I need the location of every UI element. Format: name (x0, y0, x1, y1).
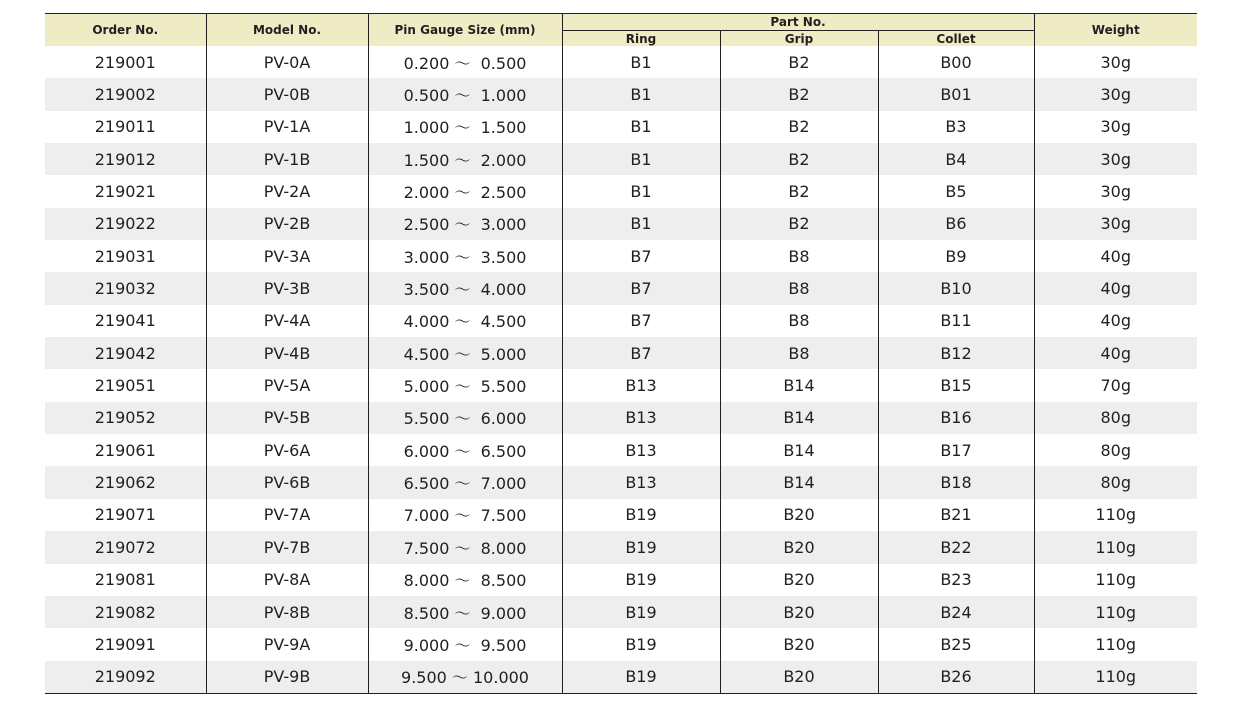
cell-grip: B8 (720, 272, 878, 304)
cell-order-no: 219062 (45, 466, 206, 498)
cell-model-no: PV-1A (206, 111, 368, 143)
cell-pin-gauge-size: 0.500 ～ 1.000 (368, 78, 562, 110)
cell-ring: B7 (562, 240, 720, 272)
table-row (45, 337, 1197, 369)
cell-collet: B23 (878, 564, 1034, 596)
cell-grip: B14 (720, 369, 878, 401)
cell-order-no: 219051 (94, 376, 156, 396)
table-header (45, 14, 1197, 47)
cell-grip: B20 (720, 564, 878, 596)
table-row (45, 369, 1197, 401)
cell-pin-gauge-size: 4.000 ～ 4.500 (368, 305, 562, 337)
cell-collet: B5 (878, 175, 1034, 207)
cell-collet: B3 (878, 111, 1034, 143)
cell-weight: 30g (1034, 175, 1197, 207)
cell-collet: B11 (878, 305, 1034, 337)
cell-grip: B2 (720, 111, 878, 143)
header-part-no: Part No. (562, 14, 1034, 31)
cell-order-no: 219011 (94, 117, 156, 137)
cell-weight: 80g (1034, 434, 1197, 466)
cell-model-no: PV-9B (206, 661, 368, 694)
cell-collet: B21 (878, 499, 1034, 531)
cell-collet: B22 (878, 531, 1034, 563)
cell-pin-gauge-size: 8.000 ～ 8.500 (368, 564, 562, 596)
cell-model-no: PV-5B (206, 402, 368, 434)
cell-weight: 110g (1034, 499, 1197, 531)
cell-ring: B7 (562, 272, 720, 304)
cell-ring: B19 (562, 531, 720, 563)
cell-weight: 40g (1034, 337, 1197, 369)
cell-grip: B2 (720, 175, 878, 207)
cell-ring: B19 (562, 596, 720, 628)
cell-grip: B14 (720, 402, 878, 434)
cell-ring: B13 (562, 434, 720, 466)
table-row (45, 596, 1197, 628)
cell-model-no: PV-4A (206, 305, 368, 337)
cell-model-no: PV-0A (206, 46, 368, 78)
cell-ring: B1 (562, 111, 720, 143)
cell-grip: B20 (720, 628, 878, 660)
cell-order-no: 219022 (45, 208, 206, 240)
cell-model-no: PV-2A (206, 175, 368, 207)
cell-pin-gauge-size: 9.500 ～ 10.000 (368, 661, 562, 694)
cell-order-no: 219082 (45, 596, 206, 628)
table-row (45, 564, 1197, 596)
cell-order-no: 219021 (94, 182, 156, 202)
cell-model-no: PV-3A (206, 240, 368, 272)
table-row (45, 531, 1197, 563)
cell-weight: 40g (1034, 272, 1197, 304)
cell-ring: B7 (562, 337, 720, 369)
cell-collet: B12 (878, 337, 1034, 369)
cell-ring: B13 (562, 466, 720, 498)
cell-model-no: PV-1B (206, 143, 368, 175)
cell-grip: B2 (720, 143, 878, 175)
cell-ring: B13 (562, 369, 720, 401)
cell-pin-gauge-size: 2.500 ～ 3.000 (368, 208, 562, 240)
cell-weight: 30g (1034, 111, 1197, 143)
cell-ring: B1 (562, 143, 720, 175)
cell-model-no: PV-6B (206, 466, 368, 498)
cell-ring: B1 (562, 78, 720, 110)
cell-pin-gauge-size: 5.500 ～ 6.000 (368, 402, 562, 434)
cell-order-no: 219012 (45, 143, 206, 175)
cell-weight: 30g (1034, 143, 1197, 175)
table-row (45, 240, 1197, 272)
cell-order-no: 219052 (45, 402, 206, 434)
cell-weight: 40g (1034, 305, 1197, 337)
cell-grip: B8 (720, 337, 878, 369)
cell-pin-gauge-size: 7.500 ～ 8.000 (368, 531, 562, 563)
cell-collet: B9 (878, 240, 1034, 272)
cell-collet: B26 (878, 661, 1034, 694)
cell-grip: B20 (720, 596, 878, 628)
cell-pin-gauge-size: 0.200 ～ 0.500 (368, 46, 562, 78)
cell-collet: B18 (878, 466, 1034, 498)
cell-collet: B6 (878, 208, 1034, 240)
table-row (45, 208, 1197, 240)
cell-grip: B8 (720, 240, 878, 272)
cell-weight: 80g (1034, 402, 1197, 434)
table-row (45, 628, 1197, 660)
cell-model-no: PV-2B (206, 208, 368, 240)
cell-collet: B01 (878, 78, 1034, 110)
cell-weight: 110g (1034, 661, 1197, 694)
cell-weight: 70g (1034, 369, 1197, 401)
cell-collet: B00 (878, 46, 1034, 78)
cell-weight: 110g (1034, 596, 1197, 628)
table-row (45, 46, 1197, 78)
cell-model-no: PV-0B (206, 78, 368, 110)
header-weight: Weight (1034, 14, 1197, 47)
cell-model-no: PV-8A (206, 564, 368, 596)
cell-ring: B19 (562, 661, 720, 694)
cell-collet: B4 (878, 143, 1034, 175)
table-row (45, 111, 1197, 143)
table-row (45, 499, 1197, 531)
table-row (45, 434, 1197, 466)
cell-pin-gauge-size: 5.000 ～ 5.500 (368, 369, 562, 401)
header-ring: Ring (562, 31, 720, 47)
cell-collet: B15 (878, 369, 1034, 401)
cell-model-no: PV-7A (206, 499, 368, 531)
table-row (45, 272, 1197, 304)
cell-order-no: 219041 (94, 311, 156, 331)
cell-weight: 30g (1034, 208, 1197, 240)
cell-pin-gauge-size: 3.000 ～ 3.500 (368, 240, 562, 272)
cell-order-no: 219002 (45, 78, 206, 110)
cell-collet: B10 (878, 272, 1034, 304)
table-row (45, 402, 1197, 434)
cell-collet: B17 (878, 434, 1034, 466)
cell-weight: 30g (1034, 46, 1197, 78)
cell-order-no: 219081 (94, 570, 156, 590)
cell-model-no: PV-7B (206, 531, 368, 563)
cell-grip: B20 (720, 661, 878, 694)
cell-pin-gauge-size: 4.500 ～ 5.000 (368, 337, 562, 369)
cell-order-no: 219092 (45, 661, 206, 694)
cell-pin-gauge-size: 6.000 ～ 6.500 (368, 434, 562, 466)
table-row (45, 175, 1197, 207)
cell-grip: B14 (720, 434, 878, 466)
cell-weight: 110g (1034, 564, 1197, 596)
cell-ring: B19 (562, 628, 720, 660)
cell-model-no: PV-3B (206, 272, 368, 304)
header-grip: Grip (720, 31, 878, 47)
cell-ring: B1 (562, 46, 720, 78)
table-row (45, 143, 1197, 175)
header-pin-gauge-size: Pin Gauge Size (mm) (368, 14, 562, 47)
cell-grip: B20 (720, 499, 878, 531)
cell-grip: B20 (720, 531, 878, 563)
cell-model-no: PV-4B (206, 337, 368, 369)
cell-weight: 110g (1034, 531, 1197, 563)
spec-table (45, 13, 1197, 694)
cell-weight: 110g (1034, 628, 1197, 660)
cell-order-no: 219071 (94, 505, 156, 525)
cell-grip: B2 (720, 78, 878, 110)
cell-ring: B19 (562, 499, 720, 531)
table-row (45, 305, 1197, 337)
cell-model-no: PV-5A (206, 369, 368, 401)
cell-grip: B8 (720, 305, 878, 337)
cell-order-no: 219032 (45, 272, 206, 304)
cell-order-no: 219042 (45, 337, 206, 369)
cell-ring: B1 (562, 175, 720, 207)
header-order-no: Order No. (45, 14, 206, 47)
cell-order-no: 219091 (94, 634, 156, 654)
cell-pin-gauge-size: 8.500 ～ 9.000 (368, 596, 562, 628)
cell-grip: B2 (720, 208, 878, 240)
cell-grip: B14 (720, 466, 878, 498)
cell-pin-gauge-size: 7.000 ～ 7.500 (368, 499, 562, 531)
cell-pin-gauge-size: 1.000 ～ 1.500 (368, 111, 562, 143)
table-row (45, 78, 1197, 110)
cell-pin-gauge-size: 9.000 ～ 9.500 (368, 628, 562, 660)
cell-ring: B13 (562, 402, 720, 434)
cell-ring: B19 (562, 564, 720, 596)
cell-pin-gauge-size: 2.000 ～ 2.500 (368, 175, 562, 207)
cell-weight: 40g (1034, 240, 1197, 272)
header-collet: Collet (878, 31, 1034, 47)
cell-pin-gauge-size: 3.500 ～ 4.000 (368, 272, 562, 304)
cell-pin-gauge-size: 6.500 ～ 7.000 (368, 466, 562, 498)
cell-model-no: PV-9A (206, 628, 368, 660)
cell-collet: B25 (878, 628, 1034, 660)
cell-weight: 30g (1034, 78, 1197, 110)
cell-ring: B7 (562, 305, 720, 337)
cell-ring: B1 (562, 208, 720, 240)
cell-model-no: PV-6A (206, 434, 368, 466)
cell-order-no: 219031 (94, 246, 156, 266)
table-body (45, 46, 1197, 693)
cell-order-no: 219072 (45, 531, 206, 563)
cell-collet: B24 (878, 596, 1034, 628)
cell-model-no: PV-8B (206, 596, 368, 628)
cell-order-no: 219061 (94, 440, 156, 460)
table-row (45, 466, 1197, 498)
table-row (45, 661, 1197, 694)
header-model-no: Model No. (206, 14, 368, 47)
header-row (45, 14, 1197, 31)
cell-grip: B2 (720, 46, 878, 78)
cell-collet: B16 (878, 402, 1034, 434)
cell-pin-gauge-size: 1.500 ～ 2.000 (368, 143, 562, 175)
cell-weight: 80g (1034, 466, 1197, 498)
cell-order-no: 219001 (94, 52, 156, 72)
